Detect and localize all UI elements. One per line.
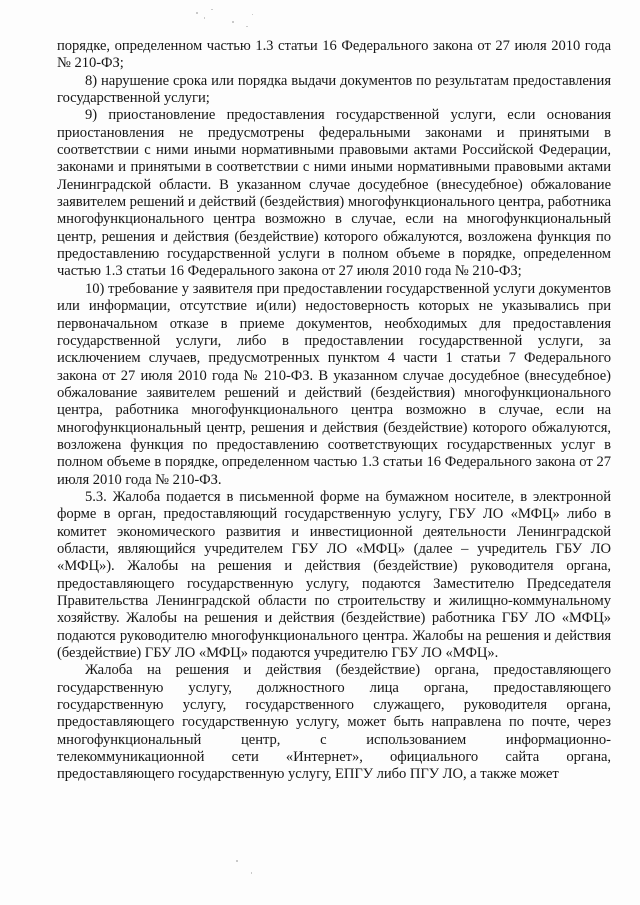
scan-speck: [232, 21, 234, 23]
paragraph-section-5-3: 5.3. Жалоба подается в письменной форме на бумажном носителе, в электронной форме в орган, предоставляющий государственную услугу, ГБУ ЛО «МФЦ» либо в комитет экономического развития и инвестиционной деятельности Ленинградской области, являющийся учредителем ГБУ ЛО «МФЦ» (далее – учредитель ГБУ ЛО «МФЦ»). Жалобы на решения и действия (бездействие) руководителя органа, предоставляющего государственную услугу, подаются Заместителю Председателя Правительства Ленинградской области по строительству и жилищно-коммунальному хозяйству. Жалобы на решения и действия (бездействие) работника ГБУ ЛО «МФЦ» подаются руководителю многофункционального центра. Жалобы на решения и действия (бездействие) ГБУ ЛО «МФЦ» подаются учредителю ГБУ ЛО «МФЦ».: [57, 488, 611, 662]
scan-speck: [246, 26, 248, 27]
paragraph-item-9: 9) приостановление предоставления государственной услуги, если основания приостановления не предусмотрены федеральными законами и принятыми в соответствии с ними иными нормативными правовыми актами Российской Федерации, законами и принятыми в соответствии с ними иными нормативными правовыми актами Ленинградской области. В указанном случае досудебное (внесудебное) обжалование заявителем решений и действий (бездействия) многофункционального центра, работника многофункционального центра возможно в случае, если на многофункциональный центр, решения и действия (бездействие) которого обжалуются, возложена функция по предоставлению государственной услуги в полном объеме в порядке, определенном частью 1.3 статьи 16 Федерального закона от 27 июля 2010 года № 210-ФЗ;: [57, 107, 611, 280]
scan-speck: [211, 9, 213, 10]
scan-speck: [236, 860, 238, 862]
paragraph-continuation: порядке, определенном частью 1.3 статьи 16 Федерального закона от 27 июля 2010 года № 210-ФЗ;: [57, 38, 611, 72]
scan-speck: [204, 17, 205, 19]
scan-speck: [196, 12, 198, 14]
paragraph-item-10: 10) требование у заявителя при предоставлении государственной услуги документов или информации, отсутствие и(или) недостоверность которых не указывались при первоначальном отказе в приеме документов, необходимых для предоставления государственной услуги, либо в предоставлении государственной услуги, за исключением случаев, предусмотренных пунктом 4 части 1 статьи 7 Федерального закона от 27 июля 2010 года № 210-ФЗ. В указанном случае досудебное (внесудебное) обжалование заявителем решений и действий (бездействия) многофункционального центра, работника многофункционального центра возможно в случае, если на многофункциональный центр, решения и действия (бездействие) которого обжалуются, возложена функция по предоставлению соответствующих государственных услуг в полном объеме в порядке, определенном частью 1.3 статьи 16 Федерального закона от 27 июля 2010 года № 210-ФЗ.: [57, 280, 611, 488]
paragraph-item-8: 8) нарушение срока или порядка выдачи документов по результатам предоставления государственной услуги;: [57, 72, 611, 107]
document-body: [57, 38, 611, 784]
scan-speck: [252, 14, 253, 15]
scan-speck: [251, 872, 252, 874]
paragraph-complaint-channels: Жалоба на решения и действия (бездействие) органа, предоставляющего государственную услугу, должностного лица органа, предоставляющего государственную услугу, государственного служащего, руководителя органа, предоставляющего государственную услугу, может быть направлена по почте, через многофункциональный центр, с использованием информационно-телекоммуникационной сети «Интернет», официального сайта органа, предоставляющего государственную услугу, ЕПГУ либо ПГУ ЛО, а также может: [57, 662, 611, 783]
